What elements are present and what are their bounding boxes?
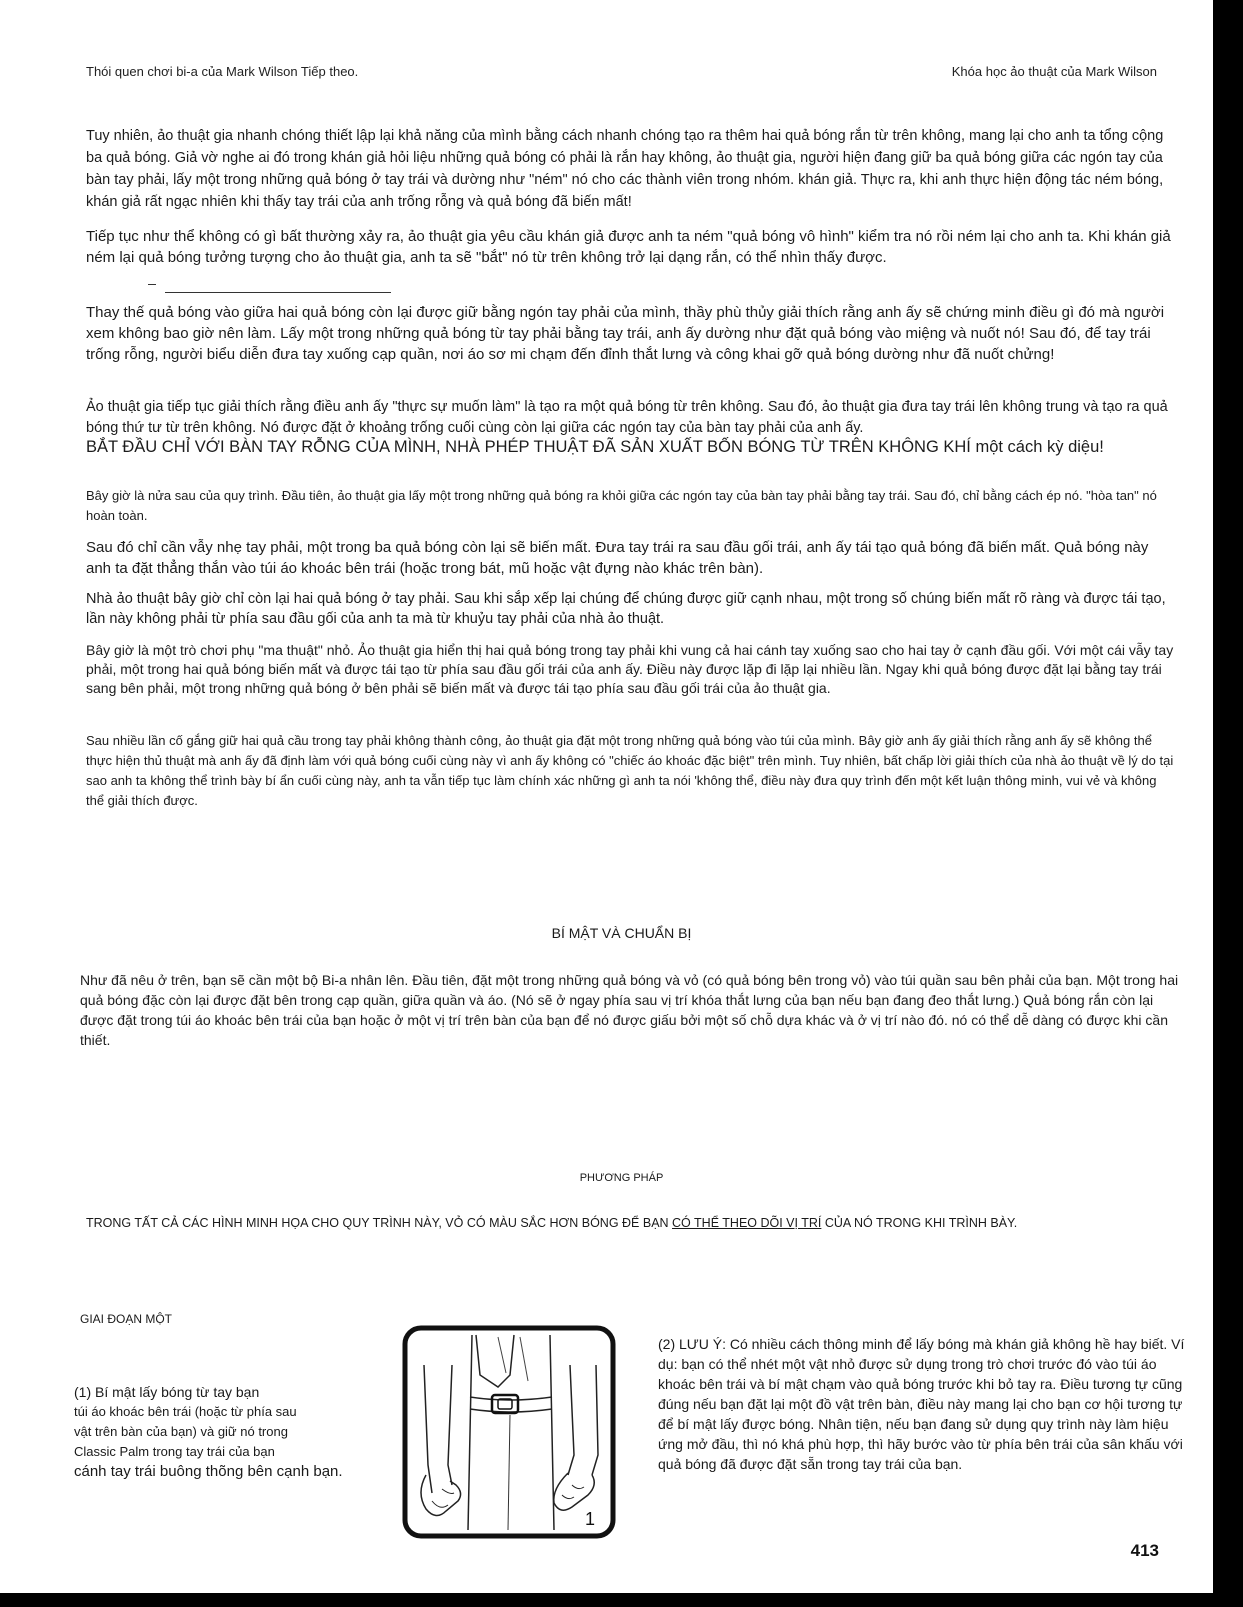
paragraph-2: Tiếp tục như thể không có gì bất thường xảy ra, ảo thuật gia yêu cầu khán giả được anh ta ném "quả bóng vô hình" kiểm tra nó rồi ném lại cho anh ta. Khi khán giả ném lại quả bóng tưởng tượng cho ảo thuật gia, anh ta sẽ "bắt" nó từ trên không trở lại dạng rắn, có thể nhìn thấy được.: [86, 228, 1171, 266]
scan-edge-bottom: [0, 1593, 1243, 1607]
step-1-line: Classic Palm trong tay trái của bạn: [74, 1444, 275, 1459]
method-note-text-2: CỦA NÓ TRONG KHI TRÌNH BÀY.: [821, 1216, 1018, 1230]
running-header-right: Khóa học ảo thuật của Mark Wilson: [951, 64, 1157, 79]
paragraph-1: Tuy nhiên, ảo thuật gia nhanh chóng thiết lập lại khả năng của mình bằng cách nhanh chóng tạo ra thêm hai quả bóng rắn từ trên không, mang lại cho anh ta tổng cộng ba quả bóng. Giả vờ nghe ai đó trong khán giả hỏi liệu những quả bóng có phải là rắn hay không, ảo thuật gia, người hiện đang giữ ba quả bóng giữa các ngón tay của bàn tay phải, lấy một trong những quả bóng ở tay trái và dường như "ném" nó cho các thành viên trong nhóm. khán giả. Thực ra, khi anh thực hiện động tác ném bóng, khán giả rất ngạc nhiên khi thấy tay trái của anh trống rỗng và quả bóng đã biến mất!: [86, 128, 1164, 210]
method-note-text-1: TRONG TẤT CẢ CÁC HÌNH MINH HỌA CHO QUY TRÌNH NÀY, VỎ CÓ MÀU SẮC HƠN BÓNG ĐỂ BẠN: [86, 1216, 673, 1230]
figure-1-number: 1: [585, 1509, 596, 1529]
method-note: [86, 1216, 1017, 1230]
paragraph-8: Bây giờ là một trò chơi phụ "ma thuật" nhỏ. Ảo thuật gia hiển thị hai quả bóng trong tay phải khi vung cả hai cánh tay xuống sao cho hai tay ở cạnh đầu gối. Với một cái vẫy tay phải, một trong hai quả bóng biến mất và được tái tạo từ phía sau đầu gối trái của anh ấy. Điều này được lặp đi lặp lại nhiều lần. Ngay khi quả bóng được đặt lại bằng tay trái sang bên phải, một trong những quả bóng ở bên phải sẽ biến mất và được tái tạo phía sau đầu gối trái của ảo thuật gia.: [86, 642, 1174, 696]
paragraph-5: Bây giờ là nửa sau của quy trình. Đầu tiên, ảo thuật gia lấy một trong những quả bóng ra khỏi giữa các ngón tay của bàn tay phải bằng tay trái. Sau đó, chỉ bằng cách ép nó. "hòa tan" nó hoàn toàn.: [86, 488, 1157, 523]
section-title-secret: BÍ MẬT VÀ CHUẨN BỊ: [551, 925, 692, 941]
secret-body: Như đã nêu ở trên, bạn sẽ cần một bộ Bi-a nhân lên. Đầu tiên, đặt một trong những quả bóng và vỏ (có quả bóng bên trong vỏ) vào túi quần sau bên phải của bạn. Một trong hai quả bóng đặc còn lại được đặt bên trong cạp quần, giữa quần và áo. (Nó sẽ ở ngay phía sau vị trí khóa thắt lưng của bạn nếu bạn đang đeo thắt lưng.) Quả bóng rắn còn lại được đặt trong túi áo khoác bên trái của bạn hoặc ở một vị trí trên bàn của bạn để nó được giấu bởi một số chỗ dựa khác và ở vị trí nào đó. nó có thể dễ dàng có được khi cần thiết.: [80, 972, 1179, 1048]
paragraph-4-caps: BẮT ĐẦU CHỈ VỚI BÀN TAY RỖNG CỦA MÌNH, NHÀ PHÉP THUẬT ĐÃ SẢN XUẤT BỐN BÓNG TỪ TRÊN KHÔNG KHÍ một cách kỳ diệu!: [86, 438, 1104, 456]
paragraph-4: Ảo thuật gia tiếp tục giải thích rằng điều anh ấy "thực sự muốn làm" là tạo ra một quả bóng từ trên không. Sau đó, ảo thuật gia đưa tay trái lên không trung và tạo ra quả bóng thứ tư từ trên không. Nó được đặt ở khoảng trống cuối cùng còn lại giữa các ngón tay của bàn tay phải của anh ấy.: [86, 399, 1168, 436]
step-1-line: túi áo khoác bên trái (hoặc từ phía sau: [74, 1404, 297, 1419]
paragraph-6: Sau đó chỉ cần vẫy nhẹ tay phải, một trong ba quả bóng còn lại sẽ biến mất. Đưa tay trái ra sau đầu gối trái, anh ấy tái tạo quả bóng đã biến mất. Quả bóng này anh ta đặt thẳng thắn vào túi áo khoác bên trái (hoặc trong bát, mũ hoặc vật đựng nào khác trên bàn).: [86, 539, 1149, 577]
method-note-underlined: CÓ THỂ THEO DÕI VỊ TRÍ: [672, 1216, 822, 1230]
step-1-line: cánh tay trái buông thõng bên cạnh bạn.: [74, 1463, 343, 1480]
phase-one-label: GIAI ĐOẠN MỘT: [80, 1312, 173, 1326]
page-number: 413: [1130, 1541, 1159, 1560]
paragraph-9: Sau nhiều lần cố gắng giữ hai quả cầu trong tay phải không thành công, ảo thuật gia đặt một trong những quả bóng vào túi của mình. Bây giờ anh ấy giải thích rằng anh ấy sẽ không thể thực hiện thủ thuật mà anh ấy đã định làm với quả bóng cuối cùng này vì anh ấy không có "chiếc áo khoác đặc biệt" trên mình. Tuy nhiên, bất chấp lời giải thích của nhà ảo thuật về lý do tại sao anh ta không thể trình bày bí ẩn cuối cùng này, anh ta vẫn tiếp tục làm chính xác những gì anh ta nói 'không thể, điều này đưa quy trình đến một kết luận thông minh, vui vẻ và không thể giải thích được.: [86, 733, 1174, 808]
dash-mark: [148, 284, 156, 285]
step-1-text: [74, 1382, 394, 1482]
step-1-line: (1) Bí mật lấy bóng từ tay bạn: [74, 1384, 260, 1400]
scan-edge-right: [1213, 0, 1243, 1607]
running-header-left: Thói quen chơi bi-a của Mark Wilson Tiếp theo.: [86, 64, 359, 79]
step-2-text: (2) LƯU Ý: Có nhiều cách thông minh để lấy bóng mà khán giả không hề hay biết. Ví dụ: bạn có thể nhét một vật nhỏ được sử dụng trong trò chơi trước đó vào túi áo khoác bên trái và bí mật chạm vào quả bóng trước khi bỏ tay ra. Điều tương tự cũng đúng nếu bạn đặt lại một đồ vật trên bàn, điều này mang lại cho bạn cơ hội tương tự để bí mật lấy được bóng. Nhân tiện, nếu bạn đang sử dụng quy trình này làm hiệu ứng mở đầu, thì nó khá phù hợp, thì hãy bước vào từ phía bên trái của sân khấu với quả bóng đã được đặt sẵn trong tay trái của bạn.: [658, 1336, 1185, 1472]
figure-1-illustration: [402, 1325, 616, 1539]
paragraph-3: Thay thế quả bóng vào giữa hai quả bóng còn lại được giữ bằng ngón tay phải của mình, thầy phù thủy giải thích rằng anh ấy sẽ chứng minh điều gì đó mà người xem không bao giờ nên làm. Lấy một trong những quả bóng từ tay phải bằng tay trái, anh ấy dường như đặt quả bóng vào miệng và nuốt nó! Sau đó, để tay trái trống rỗng, người biểu diễn đưa tay xuống cạp quần, nơi áo sơ mi chạm đến đỉnh thắt lưng và công khai gỡ quả bóng dường như đã nuốt chửng!: [86, 304, 1165, 363]
section-title-method: PHƯƠNG PHÁP: [579, 1172, 664, 1184]
rule-line: [165, 292, 391, 293]
paragraph-7: Nhà ảo thuật bây giờ chỉ còn lại hai quả bóng ở tay phải. Sau khi sắp xếp lại chúng để chúng được giữ cạnh nhau, một trong số chúng biến mất rõ ràng và được tái tạo, lần này không phải từ phía sau đầu gối của anh ta mà từ khuỷu tay phải của nhà ảo thuật.: [86, 591, 1166, 627]
step-1-line: vật trên bàn của bạn) và giữ nó trong: [74, 1424, 288, 1439]
